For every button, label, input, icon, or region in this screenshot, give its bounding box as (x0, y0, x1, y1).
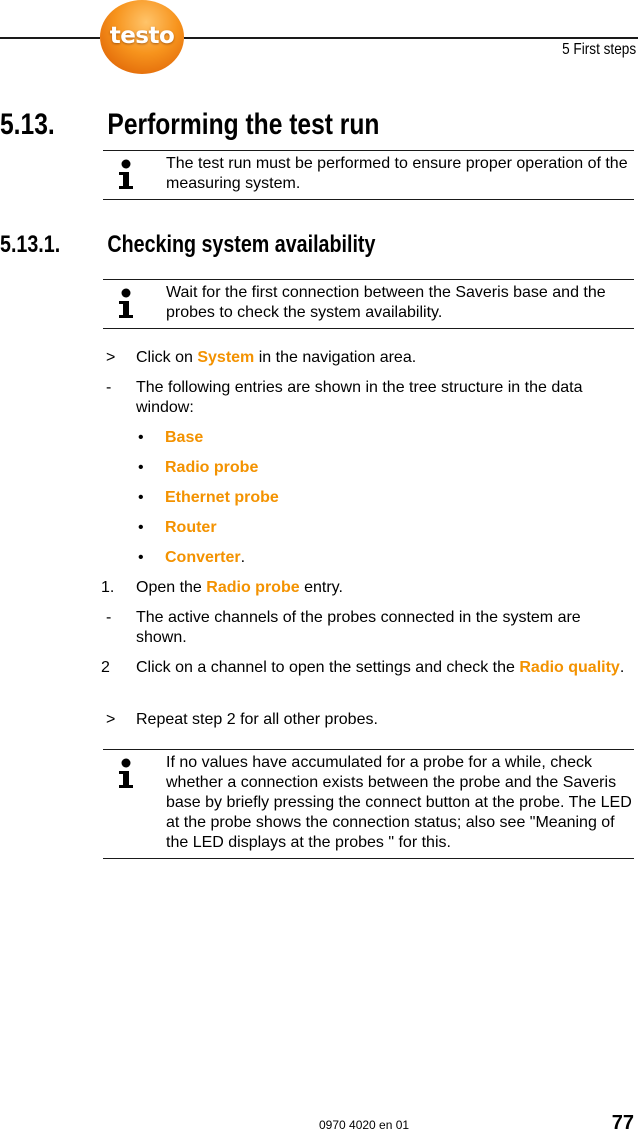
step-text: entry. (299, 579, 343, 596)
page-number: 77 (611, 1112, 634, 1134)
ui-term-system: System (197, 349, 255, 366)
info-note (103, 150, 634, 200)
step-text: The following entries are shown in the tree structure in the data window: (136, 379, 583, 416)
logo-text: testo (109, 23, 175, 49)
step-marker: 1. (101, 579, 115, 596)
step-text: in the navigation area. (254, 349, 417, 366)
step-text: Open the (136, 579, 207, 596)
ui-term-radio-quality: Radio quality (519, 659, 620, 676)
step-marker: - (106, 609, 112, 626)
header-rule-right (184, 37, 638, 39)
step-marker: > (106, 711, 116, 728)
punctuation: . (240, 549, 246, 566)
info-icon (115, 288, 137, 320)
testo-logo (100, 0, 184, 74)
bullet-icon: • (138, 459, 144, 476)
chapter-label: 5 First steps (561, 41, 636, 58)
tree-entry-label: Ethernet probe (165, 489, 279, 506)
bullet-icon: • (138, 519, 144, 536)
tree-entry-label: Router (165, 519, 217, 536)
subsection-heading (0, 231, 375, 259)
tree-entry-label: Radio probe (165, 459, 259, 476)
bullet-icon: • (138, 489, 144, 506)
info-note-text: The test run must be performed to ensure proper operation of the measuring system. (166, 155, 628, 192)
section-heading (0, 108, 379, 142)
step-text: Click on (136, 349, 198, 366)
bullet-icon: • (138, 429, 144, 446)
section-title: Performing the test run (107, 108, 380, 141)
step-marker: > (106, 349, 116, 366)
tree-entry-label: Converter (165, 549, 241, 566)
tree-entry-ethernet-probe (138, 488, 279, 508)
tree-entry-base (138, 428, 203, 448)
section-number: 5.13. (0, 108, 55, 141)
step-text: Click on a channel to open the settings and check the (136, 659, 520, 676)
tree-entry-radio-probe (138, 458, 258, 478)
bullet-icon: • (138, 549, 144, 566)
step-repeat (103, 710, 634, 730)
step-open-radio-probe (103, 578, 634, 598)
info-icon (115, 758, 137, 790)
tree-entry-router (138, 518, 217, 538)
step-text: . (619, 659, 625, 676)
info-icon (115, 159, 137, 191)
info-note (103, 279, 634, 329)
step-result-tree (103, 378, 634, 418)
step-text: The active channels of the probes connected in the system are shown. (136, 609, 581, 646)
step-text: Repeat step 2 for all other probes. (136, 711, 378, 728)
step-click-system (103, 348, 634, 368)
subsection-title: Checking system availability (107, 231, 376, 258)
tree-entry-label: Base (165, 429, 204, 446)
step-marker: - (106, 379, 112, 396)
ui-term-radio-probe: Radio probe (206, 579, 300, 596)
step-marker: 2 (101, 659, 110, 676)
step-result-channels (103, 608, 634, 648)
tree-entry-converter (138, 548, 245, 568)
header-rule-left (0, 37, 100, 39)
info-note (103, 749, 634, 859)
subsection-number: 5.13.1. (0, 231, 61, 258)
document-code: 0970 4020 en 01 (319, 1118, 410, 1132)
step-check-radio-quality (103, 658, 634, 678)
info-note-text: If no values have accumulated for a probe for a while, check whether a connection exists between the probe and the Saveris base by briefly pressing the connect button at the probe. The LED at the probe shows the connection status; also see "Meaning of the LED displays at the probes " for this. (166, 754, 632, 851)
info-note-text: Wait for the first connection between the Saveris base and the probes to check the system availability. (166, 284, 606, 321)
